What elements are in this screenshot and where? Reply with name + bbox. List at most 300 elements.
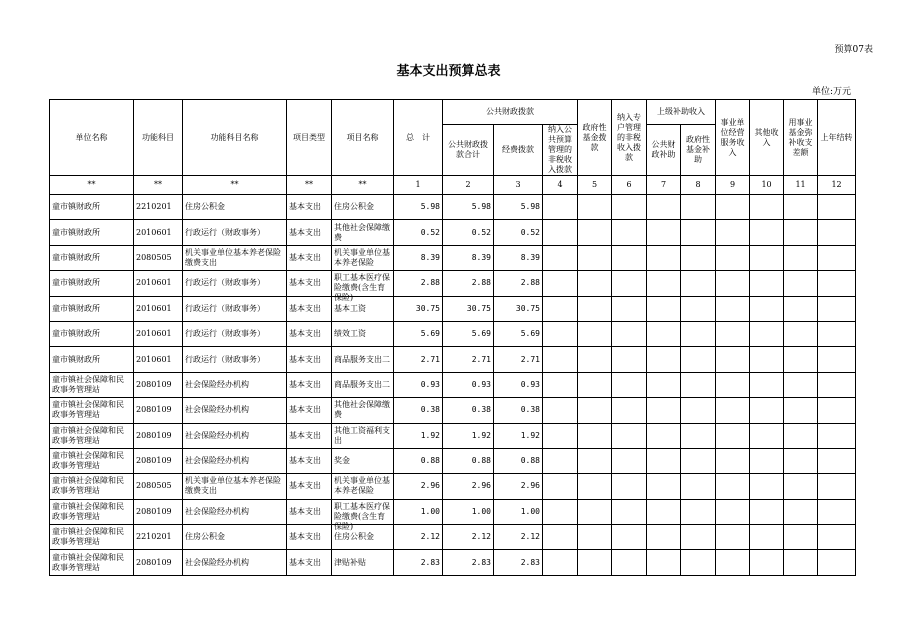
func-name-cell: 行政运行（财政事务）: [183, 271, 287, 296]
item-type-cell: 基本支出: [287, 372, 332, 397]
funding-cell: 2.71: [494, 347, 543, 372]
table-row: [50, 474, 856, 499]
empty-cell: [578, 525, 612, 550]
funding-cell: 30.75: [494, 296, 543, 321]
index-cell: 12: [818, 176, 856, 195]
col-nontax-in-budget: 纳入公共预算管理的非税收入拨款: [543, 125, 578, 176]
func-code-cell: 2080109: [134, 372, 183, 397]
item-name-cell: 基本工资: [332, 296, 394, 321]
item-type-cell: 基本支出: [287, 525, 332, 550]
funding-cell: 5.98: [494, 195, 543, 220]
empty-cell: [681, 372, 716, 397]
index-cell: **: [287, 176, 332, 195]
func-name-cell: 机关事业单位基本养老保险缴费支出: [183, 245, 287, 270]
item-name-cell: 住房公积金: [332, 525, 394, 550]
empty-cell: [612, 296, 647, 321]
public-fiscal-total-cell: 1.92: [443, 423, 494, 448]
empty-cell: [750, 448, 784, 473]
col-public-fiscal-total: 公共财政拨款合计: [443, 125, 494, 176]
empty-cell: [784, 474, 818, 499]
public-fiscal-total-cell: 2.71: [443, 347, 494, 372]
unit-name-cell: 童市镇社会保障和民政事务管理站: [50, 525, 134, 550]
empty-cell: [647, 398, 681, 423]
empty-cell: [750, 423, 784, 448]
funding-cell: 2.12: [494, 525, 543, 550]
empty-cell: [543, 550, 578, 575]
empty-cell: [681, 195, 716, 220]
empty-cell: [612, 423, 647, 448]
total-cell: 0.93: [394, 372, 443, 397]
funding-cell: 1.92: [494, 423, 543, 448]
empty-cell: [543, 271, 578, 296]
empty-cell: [818, 474, 856, 499]
funding-cell: 8.39: [494, 245, 543, 270]
empty-cell: [716, 271, 750, 296]
item-type-cell: 基本支出: [287, 220, 332, 245]
func-name-cell: 社会保险经办机构: [183, 499, 287, 524]
total-cell: 0.52: [394, 220, 443, 245]
unit-name-cell: 童市镇财政所: [50, 271, 134, 296]
func-code-cell: 2210201: [134, 525, 183, 550]
empty-cell: [716, 321, 750, 346]
empty-cell: [818, 398, 856, 423]
empty-cell: [612, 499, 647, 524]
public-fiscal-total-cell: 2.12: [443, 525, 494, 550]
empty-cell: [784, 347, 818, 372]
item-type-cell: 基本支出: [287, 398, 332, 423]
item-type-cell: 基本支出: [287, 448, 332, 473]
col-total: 总 计: [394, 100, 443, 176]
index-cell: 2: [443, 176, 494, 195]
empty-cell: [612, 525, 647, 550]
unit-name-cell: 童市镇社会保障和民政事务管理站: [50, 474, 134, 499]
func-name-cell: 行政运行（财政事务）: [183, 296, 287, 321]
empty-cell: [784, 271, 818, 296]
empty-cell: [612, 220, 647, 245]
empty-cell: [750, 474, 784, 499]
public-fiscal-total-cell: 0.88: [443, 448, 494, 473]
item-name-cell: 职工基本医疗保险缴费(含生育保险): [332, 499, 394, 524]
empty-cell: [818, 271, 856, 296]
item-type-cell: 基本支出: [287, 423, 332, 448]
empty-cell: [578, 550, 612, 575]
func-code-cell: 2010601: [134, 220, 183, 245]
index-cell: 10: [750, 176, 784, 195]
func-name-cell: 社会保险经办机构: [183, 398, 287, 423]
func-name-cell: 社会保险经办机构: [183, 550, 287, 575]
empty-cell: [750, 321, 784, 346]
unit-name-cell: 童市镇财政所: [50, 195, 134, 220]
empty-cell: [784, 321, 818, 346]
item-name-cell: 住房公积金: [332, 195, 394, 220]
empty-cell: [750, 195, 784, 220]
empty-cell: [681, 220, 716, 245]
col-upper-subsidy: 上级补助收入: [647, 100, 716, 125]
empty-cell: [784, 296, 818, 321]
total-cell: 2.71: [394, 347, 443, 372]
public-fiscal-total-cell: 2.83: [443, 550, 494, 575]
func-code-cell: 2010601: [134, 296, 183, 321]
empty-cell: [750, 499, 784, 524]
total-cell: 5.69: [394, 321, 443, 346]
empty-cell: [818, 499, 856, 524]
index-cell: 4: [543, 176, 578, 195]
total-cell: 5.98: [394, 195, 443, 220]
public-fiscal-total-cell: 1.00: [443, 499, 494, 524]
empty-cell: [578, 347, 612, 372]
item-name-cell: 机关事业单位基本养老保险: [332, 245, 394, 270]
empty-cell: [784, 372, 818, 397]
index-cell: **: [134, 176, 183, 195]
empty-cell: [647, 423, 681, 448]
table-row: [50, 245, 856, 270]
table-row: [50, 195, 856, 220]
empty-cell: [647, 271, 681, 296]
empty-cell: [716, 372, 750, 397]
empty-cell: [750, 245, 784, 270]
funding-cell: 5.69: [494, 321, 543, 346]
public-fiscal-total-cell: 2.96: [443, 474, 494, 499]
empty-cell: [716, 525, 750, 550]
empty-cell: [681, 550, 716, 575]
table-row: [50, 398, 856, 423]
unit-name-cell: 童市镇社会保障和民政事务管理站: [50, 499, 134, 524]
empty-cell: [750, 525, 784, 550]
empty-cell: [681, 423, 716, 448]
public-fiscal-total-cell: 0.52: [443, 220, 494, 245]
empty-cell: [612, 448, 647, 473]
table-row: [50, 271, 856, 296]
empty-cell: [578, 296, 612, 321]
empty-cell: [750, 271, 784, 296]
func-name-cell: 行政运行（财政事务）: [183, 347, 287, 372]
table-row: [50, 423, 856, 448]
total-cell: 2.83: [394, 550, 443, 575]
empty-cell: [612, 271, 647, 296]
func-code-cell: 2010601: [134, 271, 183, 296]
empty-cell: [647, 525, 681, 550]
empty-cell: [612, 474, 647, 499]
empty-cell: [543, 347, 578, 372]
empty-cell: [681, 245, 716, 270]
empty-cell: [647, 448, 681, 473]
empty-cell: [681, 321, 716, 346]
empty-cell: [784, 448, 818, 473]
empty-cell: [750, 372, 784, 397]
total-cell: 1.00: [394, 499, 443, 524]
empty-cell: [578, 398, 612, 423]
empty-cell: [612, 195, 647, 220]
col-carryover: 上年结转: [818, 100, 856, 176]
empty-cell: [750, 550, 784, 575]
table-row: [50, 499, 856, 524]
unit-name-cell: 童市镇社会保障和民政事务管理站: [50, 550, 134, 575]
empty-cell: [681, 474, 716, 499]
index-cell: **: [332, 176, 394, 195]
form-code: 预算07表: [834, 45, 873, 55]
empty-cell: [784, 398, 818, 423]
total-cell: 1.92: [394, 423, 443, 448]
funding-cell: 0.88: [494, 448, 543, 473]
empty-cell: [818, 220, 856, 245]
col-unit-name: 单位名称: [50, 100, 134, 176]
empty-cell: [543, 372, 578, 397]
col-upper-public: 公共财政补助: [647, 125, 681, 176]
index-cell: 5: [578, 176, 612, 195]
total-cell: 30.75: [394, 296, 443, 321]
total-cell: 8.39: [394, 245, 443, 270]
empty-cell: [578, 220, 612, 245]
index-cell: **: [50, 176, 134, 195]
func-code-cell: 2080109: [134, 550, 183, 575]
empty-cell: [681, 398, 716, 423]
table-row: [50, 347, 856, 372]
col-service-income: 事业单位经营服务收入: [716, 100, 750, 176]
index-cell: **: [183, 176, 287, 195]
func-name-cell: 机关事业单位基本养老保险缴费支出: [183, 474, 287, 499]
unit-name-cell: 童市镇财政所: [50, 220, 134, 245]
col-other-income: 其他收入: [750, 100, 784, 176]
func-code-cell: 2010601: [134, 347, 183, 372]
empty-cell: [543, 525, 578, 550]
funding-cell: 2.96: [494, 474, 543, 499]
empty-cell: [543, 474, 578, 499]
unit-name-cell: 童市镇财政所: [50, 321, 134, 346]
empty-cell: [543, 195, 578, 220]
funding-cell: 2.88: [494, 271, 543, 296]
func-name-cell: 社会保险经办机构: [183, 423, 287, 448]
empty-cell: [543, 499, 578, 524]
func-code-cell: 2010601: [134, 321, 183, 346]
budget-table: [49, 99, 856, 576]
empty-cell: [716, 474, 750, 499]
empty-cell: [578, 245, 612, 270]
empty-cell: [647, 245, 681, 270]
empty-cell: [784, 550, 818, 575]
item-type-cell: 基本支出: [287, 195, 332, 220]
public-fiscal-total-cell: 0.38: [443, 398, 494, 423]
public-fiscal-total-cell: 5.98: [443, 195, 494, 220]
item-type-cell: 基本支出: [287, 321, 332, 346]
item-name-cell: 奖金: [332, 448, 394, 473]
func-code-cell: 2080505: [134, 245, 183, 270]
col-public-fiscal: 公共财政拨款: [443, 100, 578, 125]
public-fiscal-total-cell: 30.75: [443, 296, 494, 321]
empty-cell: [543, 448, 578, 473]
empty-cell: [716, 245, 750, 270]
empty-cell: [647, 296, 681, 321]
item-name-cell: 津贴补贴: [332, 550, 394, 575]
index-cell: 9: [716, 176, 750, 195]
empty-cell: [750, 398, 784, 423]
func-code-cell: 2210201: [134, 195, 183, 220]
col-func-name: 功能科目名称: [183, 100, 287, 176]
empty-cell: [647, 372, 681, 397]
empty-cell: [647, 499, 681, 524]
col-reserve-fund: 用事业基金弥补收支差额: [784, 100, 818, 176]
col-gov-fund: 政府性基金拨款: [578, 100, 612, 176]
empty-cell: [716, 347, 750, 372]
empty-cell: [716, 296, 750, 321]
func-name-cell: 社会保险经办机构: [183, 372, 287, 397]
empty-cell: [818, 296, 856, 321]
empty-cell: [818, 423, 856, 448]
empty-cell: [578, 271, 612, 296]
item-name-cell: 商品服务支出二: [332, 347, 394, 372]
empty-cell: [716, 220, 750, 245]
item-name-cell: 其他工资福利支出: [332, 423, 394, 448]
item-type-cell: 基本支出: [287, 347, 332, 372]
index-cell: 8: [681, 176, 716, 195]
col-item-type: 项目类型: [287, 100, 332, 176]
func-code-cell: 2080109: [134, 499, 183, 524]
func-code-cell: 2080109: [134, 448, 183, 473]
empty-cell: [716, 499, 750, 524]
item-name-cell: 职工基本医疗保险缴费(含生育保险): [332, 271, 394, 296]
public-fiscal-total-cell: 8.39: [443, 245, 494, 270]
empty-cell: [716, 448, 750, 473]
empty-cell: [750, 220, 784, 245]
unit-name-cell: 童市镇财政所: [50, 347, 134, 372]
col-func-code: 功能科目: [134, 100, 183, 176]
empty-cell: [543, 245, 578, 270]
empty-cell: [612, 321, 647, 346]
empty-cell: [818, 195, 856, 220]
item-type-cell: 基本支出: [287, 245, 332, 270]
table-row: [50, 550, 856, 575]
empty-cell: [716, 423, 750, 448]
empty-cell: [784, 499, 818, 524]
func-name-cell: 行政运行（财政事务）: [183, 220, 287, 245]
item-type-cell: 基本支出: [287, 474, 332, 499]
item-type-cell: 基本支出: [287, 271, 332, 296]
empty-cell: [612, 347, 647, 372]
unit-name-cell: 童市镇财政所: [50, 245, 134, 270]
empty-cell: [681, 271, 716, 296]
total-cell: 2.96: [394, 474, 443, 499]
table-row: [50, 321, 856, 346]
total-cell: 0.38: [394, 398, 443, 423]
empty-cell: [612, 398, 647, 423]
unit-label: 单位:万元: [811, 87, 851, 97]
empty-cell: [578, 372, 612, 397]
empty-cell: [818, 245, 856, 270]
empty-cell: [716, 195, 750, 220]
unit-name-cell: 童市镇社会保障和民政事务管理站: [50, 372, 134, 397]
index-cell: 6: [612, 176, 647, 195]
item-type-cell: 基本支出: [287, 296, 332, 321]
public-fiscal-total-cell: 2.88: [443, 271, 494, 296]
funding-cell: 0.52: [494, 220, 543, 245]
table-body: [50, 195, 856, 576]
col-funding: 经费拨款: [494, 125, 543, 176]
func-name-cell: 住房公积金: [183, 195, 287, 220]
item-name-cell: 商品服务支出二: [332, 372, 394, 397]
col-item-name: 项目名称: [332, 100, 394, 176]
index-cell: 1: [394, 176, 443, 195]
col-upper-gov-fund: 政府性基金补助: [681, 125, 716, 176]
item-name-cell: 其他社会保障缴费: [332, 398, 394, 423]
table-row: [50, 220, 856, 245]
item-name-cell: 机关事业单位基本养老保险: [332, 474, 394, 499]
empty-cell: [578, 423, 612, 448]
empty-cell: [543, 423, 578, 448]
total-cell: 2.88: [394, 271, 443, 296]
unit-name-cell: 童市镇社会保障和民政事务管理站: [50, 423, 134, 448]
empty-cell: [647, 195, 681, 220]
empty-cell: [681, 525, 716, 550]
empty-cell: [818, 448, 856, 473]
item-type-cell: 基本支出: [287, 550, 332, 575]
empty-cell: [681, 499, 716, 524]
total-cell: 0.88: [394, 448, 443, 473]
empty-cell: [612, 245, 647, 270]
funding-cell: 0.93: [494, 372, 543, 397]
index-cell: 3: [494, 176, 543, 195]
unit-name-cell: 童市镇社会保障和民政事务管理站: [50, 398, 134, 423]
unit-name-cell: 童市镇社会保障和民政事务管理站: [50, 448, 134, 473]
public-fiscal-total-cell: 5.69: [443, 321, 494, 346]
col-nontax-special: 纳入专户管理的非税收入拨款: [612, 100, 647, 176]
empty-cell: [543, 321, 578, 346]
func-code-cell: 2080109: [134, 423, 183, 448]
empty-cell: [681, 347, 716, 372]
funding-cell: 2.83: [494, 550, 543, 575]
index-row: [50, 176, 856, 195]
empty-cell: [647, 321, 681, 346]
unit-name-cell: 童市镇财政所: [50, 296, 134, 321]
table-row: [50, 296, 856, 321]
empty-cell: [784, 220, 818, 245]
public-fiscal-total-cell: 0.93: [443, 372, 494, 397]
index-cell: 7: [647, 176, 681, 195]
empty-cell: [818, 525, 856, 550]
table-row: [50, 372, 856, 397]
empty-cell: [750, 347, 784, 372]
empty-cell: [578, 195, 612, 220]
empty-cell: [784, 423, 818, 448]
empty-cell: [543, 398, 578, 423]
empty-cell: [818, 550, 856, 575]
func-name-cell: 社会保险经办机构: [183, 448, 287, 473]
empty-cell: [784, 525, 818, 550]
funding-cell: 0.38: [494, 398, 543, 423]
empty-cell: [578, 321, 612, 346]
empty-cell: [578, 474, 612, 499]
table-row: [50, 525, 856, 550]
item-type-cell: 基本支出: [287, 499, 332, 524]
empty-cell: [681, 448, 716, 473]
empty-cell: [612, 372, 647, 397]
empty-cell: [543, 296, 578, 321]
empty-cell: [818, 372, 856, 397]
item-name-cell: 其他社会保障缴费: [332, 220, 394, 245]
empty-cell: [818, 347, 856, 372]
empty-cell: [647, 550, 681, 575]
empty-cell: [578, 448, 612, 473]
func-code-cell: 2080109: [134, 398, 183, 423]
index-cell: 11: [784, 176, 818, 195]
empty-cell: [647, 474, 681, 499]
funding-cell: 1.00: [494, 499, 543, 524]
item-name-cell: 绩效工资: [332, 321, 394, 346]
empty-cell: [543, 220, 578, 245]
empty-cell: [612, 550, 647, 575]
empty-cell: [647, 347, 681, 372]
empty-cell: [750, 296, 784, 321]
empty-cell: [818, 321, 856, 346]
empty-cell: [578, 499, 612, 524]
